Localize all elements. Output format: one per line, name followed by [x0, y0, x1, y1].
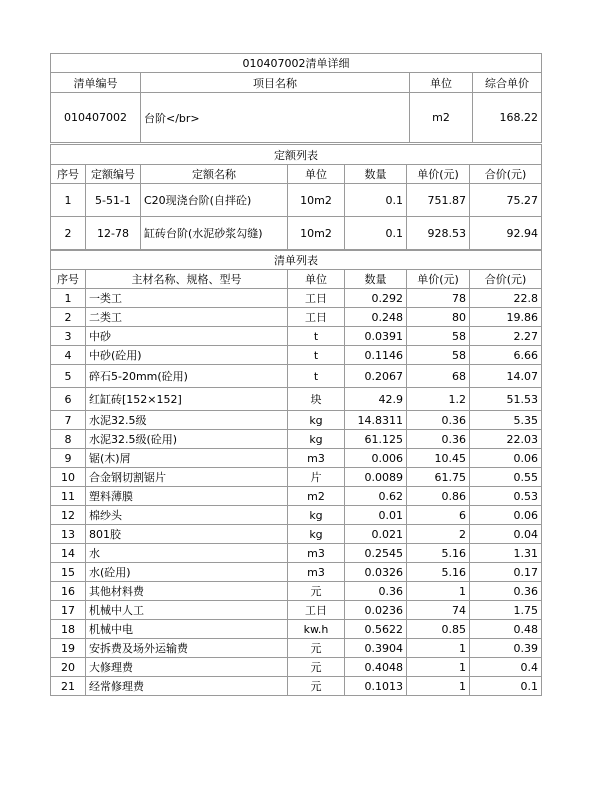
quota-col-name: 定额名称	[141, 165, 288, 184]
quota-section-title: 定额列表	[51, 145, 542, 165]
bill-cell-unit: m3	[288, 563, 345, 582]
bill-cell-unit: 工日	[288, 601, 345, 620]
bill-title: 010407002清单详细	[51, 54, 542, 73]
bill-cell-price: 5.16	[407, 544, 470, 563]
bill-cell-price: 10.45	[407, 449, 470, 468]
bill-cell-total: 5.35	[470, 411, 542, 430]
bill-cell-qty: 61.125	[345, 430, 407, 449]
bill-cell-unit: kg	[288, 411, 345, 430]
bill-cell-total: 51.53	[470, 388, 542, 411]
quota-cell-no: 1	[51, 184, 86, 217]
bill-cell-no: 15	[51, 563, 86, 582]
bill-cell-material: 大修理费	[86, 658, 288, 677]
bill-cell-material: 经常修理费	[86, 677, 288, 696]
bill-col-material: 主材名称、规格、型号	[86, 270, 288, 289]
table-row	[51, 639, 542, 658]
col-bill-code: 清单编号	[51, 73, 141, 93]
bill-cell-total: 22.03	[470, 430, 542, 449]
bill-cell-unit: 块	[288, 388, 345, 411]
col-item-name: 项目名称	[141, 73, 410, 93]
quota-cell-code: 12-78	[86, 217, 141, 250]
bill-cell-price: 5.16	[407, 563, 470, 582]
bill-cell-price: 78	[407, 289, 470, 308]
table-row	[51, 308, 542, 327]
bill-cell-unit: 工日	[288, 289, 345, 308]
bill-cell-no: 17	[51, 601, 86, 620]
table-row	[51, 677, 542, 696]
bill-cell-price: 0.36	[407, 430, 470, 449]
table-row	[51, 289, 542, 308]
bill-cell-total: 0.06	[470, 506, 542, 525]
bill-cell-material: 其他材料费	[86, 582, 288, 601]
bill-cell-total: 0.17	[470, 563, 542, 582]
bill-cell-no: 7	[51, 411, 86, 430]
quota-col-code: 定额编号	[86, 165, 141, 184]
bill-cell-unit: t	[288, 346, 345, 365]
bill-cell-no: 21	[51, 677, 86, 696]
bill-cell-qty: 0.0236	[345, 601, 407, 620]
bill-cell-material: 安拆费及场外运输费	[86, 639, 288, 658]
bill-cell-no: 19	[51, 639, 86, 658]
bill-cell-qty: 0.0391	[345, 327, 407, 346]
quota-cell-name: C20现浇台阶(自拌砼)	[141, 184, 288, 217]
quota-cell-no: 2	[51, 217, 86, 250]
bill-cell-total: 0.04	[470, 525, 542, 544]
bill-cell-total: 19.86	[470, 308, 542, 327]
bill-cell-price: 1	[407, 639, 470, 658]
bill-cell-unit: 片	[288, 468, 345, 487]
bill-cell-unit: m3	[288, 544, 345, 563]
table-row	[51, 411, 542, 430]
bill-cell-qty: 0.3904	[345, 639, 407, 658]
item-name: 台阶</br>	[141, 93, 410, 143]
bill-cell-no: 5	[51, 365, 86, 388]
bill-cell-qty: 0.021	[345, 525, 407, 544]
table-row	[51, 217, 542, 250]
quota-table	[50, 144, 542, 250]
bill-cell-qty: 0.36	[345, 582, 407, 601]
bill-cell-material: 中砂(砼用)	[86, 346, 288, 365]
bill-cell-material: 合金钢切割锯片	[86, 468, 288, 487]
bill-cell-material: 一类工	[86, 289, 288, 308]
bill-cell-price: 1.2	[407, 388, 470, 411]
item-unit: m2	[410, 93, 473, 143]
bill-col-total: 合价(元)	[470, 270, 542, 289]
quota-cell-qty: 0.1	[345, 217, 407, 250]
table-row	[51, 563, 542, 582]
bill-cell-qty: 0.248	[345, 308, 407, 327]
bill-cell-price: 80	[407, 308, 470, 327]
bill-cell-price: 58	[407, 346, 470, 365]
bill-cell-material: 水(砼用)	[86, 563, 288, 582]
bill-cell-qty: 0.1013	[345, 677, 407, 696]
bill-cell-price: 1	[407, 677, 470, 696]
table-row	[51, 601, 542, 620]
bill-cell-material: 机械中电	[86, 620, 288, 639]
bill-col-qty: 数量	[345, 270, 407, 289]
bill-cell-no: 4	[51, 346, 86, 365]
bill-cell-unit: 元	[288, 658, 345, 677]
bill-cell-no: 13	[51, 525, 86, 544]
quota-cell-code: 5-51-1	[86, 184, 141, 217]
bill-cell-no: 18	[51, 620, 86, 639]
col-unit: 单位	[410, 73, 473, 93]
bill-cell-material: 水	[86, 544, 288, 563]
bill-cell-material: 棉纱头	[86, 506, 288, 525]
quota-cell-qty: 0.1	[345, 184, 407, 217]
table-row	[51, 658, 542, 677]
bill-cell-material: 碎石5-20mm(砼用)	[86, 365, 288, 388]
bill-cell-no: 14	[51, 544, 86, 563]
bill-cell-unit: kg	[288, 430, 345, 449]
bill-cell-total: 0.1	[470, 677, 542, 696]
bill-cell-material: 水泥32.5级	[86, 411, 288, 430]
bill-code: 010407002	[51, 93, 141, 143]
table-row	[51, 525, 542, 544]
bill-cell-no: 11	[51, 487, 86, 506]
bill-cell-unit: kw.h	[288, 620, 345, 639]
bill-cell-total: 6.66	[470, 346, 542, 365]
bill-cell-total: 0.39	[470, 639, 542, 658]
quota-cell-price: 928.53	[407, 217, 470, 250]
bill-cell-qty: 0.2067	[345, 365, 407, 388]
table-row	[51, 506, 542, 525]
item-unit-price: 168.22	[473, 93, 542, 143]
bill-cell-no: 6	[51, 388, 86, 411]
bill-cell-total: 22.8	[470, 289, 542, 308]
quota-header-row	[51, 165, 542, 184]
table-row	[51, 620, 542, 639]
bill-cell-unit: t	[288, 327, 345, 346]
bill-cell-unit: kg	[288, 525, 345, 544]
bill-cell-unit: t	[288, 365, 345, 388]
bill-cell-unit: 元	[288, 582, 345, 601]
bill-cell-price: 68	[407, 365, 470, 388]
bill-cell-total: 1.31	[470, 544, 542, 563]
table-row	[51, 544, 542, 563]
bill-cell-price: 74	[407, 601, 470, 620]
bill-cell-price: 0.36	[407, 411, 470, 430]
quota-col-unit: 单位	[288, 165, 345, 184]
bill-cell-total: 2.27	[470, 327, 542, 346]
bill-cell-qty: 14.8311	[345, 411, 407, 430]
bill-cell-qty: 0.62	[345, 487, 407, 506]
bill-col-no: 序号	[51, 270, 86, 289]
bill-cell-total: 0.36	[470, 582, 542, 601]
quota-cell-unit: 10m2	[288, 217, 345, 250]
bill-cell-qty: 0.4048	[345, 658, 407, 677]
quota-col-total: 合价(元)	[470, 165, 542, 184]
table-row	[51, 184, 542, 217]
bill-cell-material: 801胶	[86, 525, 288, 544]
bill-cell-qty: 0.2545	[345, 544, 407, 563]
bill-cell-price: 61.75	[407, 468, 470, 487]
table-row	[51, 430, 542, 449]
table-row	[51, 346, 542, 365]
bill-cell-material: 二类工	[86, 308, 288, 327]
bill-cell-material: 锯(木)屑	[86, 449, 288, 468]
bill-cell-material: 红缸砖[152×152]	[86, 388, 288, 411]
bill-cell-no: 10	[51, 468, 86, 487]
bill-cell-qty: 0.1146	[345, 346, 407, 365]
bill-cell-material: 中砂	[86, 327, 288, 346]
bill-cell-unit: kg	[288, 506, 345, 525]
bill-cell-qty: 0.292	[345, 289, 407, 308]
quota-col-qty: 数量	[345, 165, 407, 184]
bill-cell-price: 1	[407, 582, 470, 601]
table-row	[51, 582, 542, 601]
bill-cell-price: 58	[407, 327, 470, 346]
bill-cell-total: 1.75	[470, 601, 542, 620]
bill-section-title: 清单列表	[51, 251, 542, 270]
bill-cell-qty: 42.9	[345, 388, 407, 411]
quota-cell-unit: 10m2	[288, 184, 345, 217]
bill-header-table	[50, 53, 542, 143]
table-row	[51, 468, 542, 487]
bill-cell-unit: m3	[288, 449, 345, 468]
bill-col-unit: 单位	[288, 270, 345, 289]
bill-cell-qty: 0.5622	[345, 620, 407, 639]
table-row	[51, 365, 542, 388]
bill-cell-unit: 元	[288, 677, 345, 696]
table-row	[51, 388, 542, 411]
bill-cell-price: 0.86	[407, 487, 470, 506]
quota-cell-total: 92.94	[470, 217, 542, 250]
table-row	[51, 487, 542, 506]
table-row	[51, 327, 542, 346]
bill-cell-unit: 工日	[288, 308, 345, 327]
bill-cell-qty: 0.0089	[345, 468, 407, 487]
bill-cell-total: 14.07	[470, 365, 542, 388]
bill-cell-total: 0.48	[470, 620, 542, 639]
bill-cell-price: 6	[407, 506, 470, 525]
bill-cell-total: 0.53	[470, 487, 542, 506]
bill-cell-material: 机械中人工	[86, 601, 288, 620]
bill-cell-qty: 0.01	[345, 506, 407, 525]
bill-cell-price: 0.85	[407, 620, 470, 639]
quota-cell-name: 缸砖台阶(水泥砂浆勾缝)	[141, 217, 288, 250]
bill-cell-price: 1	[407, 658, 470, 677]
bill-cell-total: 0.55	[470, 468, 542, 487]
bill-cell-unit: m2	[288, 487, 345, 506]
bill-cell-no: 3	[51, 327, 86, 346]
bill-cell-no: 20	[51, 658, 86, 677]
quota-col-price: 单价(元)	[407, 165, 470, 184]
bill-cell-no: 2	[51, 308, 86, 327]
bill-header-row	[51, 270, 542, 289]
bill-cell-material: 塑料薄膜	[86, 487, 288, 506]
bill-cell-no: 8	[51, 430, 86, 449]
bill-cell-no: 12	[51, 506, 86, 525]
bill-cell-total: 0.4	[470, 658, 542, 677]
quota-cell-price: 751.87	[407, 184, 470, 217]
col-unit-price: 综合单价	[473, 73, 542, 93]
table-row	[51, 449, 542, 468]
bill-cell-unit: 元	[288, 639, 345, 658]
bill-cell-no: 1	[51, 289, 86, 308]
bill-cell-price: 2	[407, 525, 470, 544]
bill-cell-qty: 0.0326	[345, 563, 407, 582]
bill-list-table	[50, 250, 542, 696]
bill-cell-qty: 0.006	[345, 449, 407, 468]
bill-cell-material: 水泥32.5级(砼用)	[86, 430, 288, 449]
bill-col-price: 单价(元)	[407, 270, 470, 289]
bill-cell-no: 16	[51, 582, 86, 601]
quota-col-no: 序号	[51, 165, 86, 184]
bill-cell-total: 0.06	[470, 449, 542, 468]
quota-cell-total: 75.27	[470, 184, 542, 217]
bill-cell-no: 9	[51, 449, 86, 468]
